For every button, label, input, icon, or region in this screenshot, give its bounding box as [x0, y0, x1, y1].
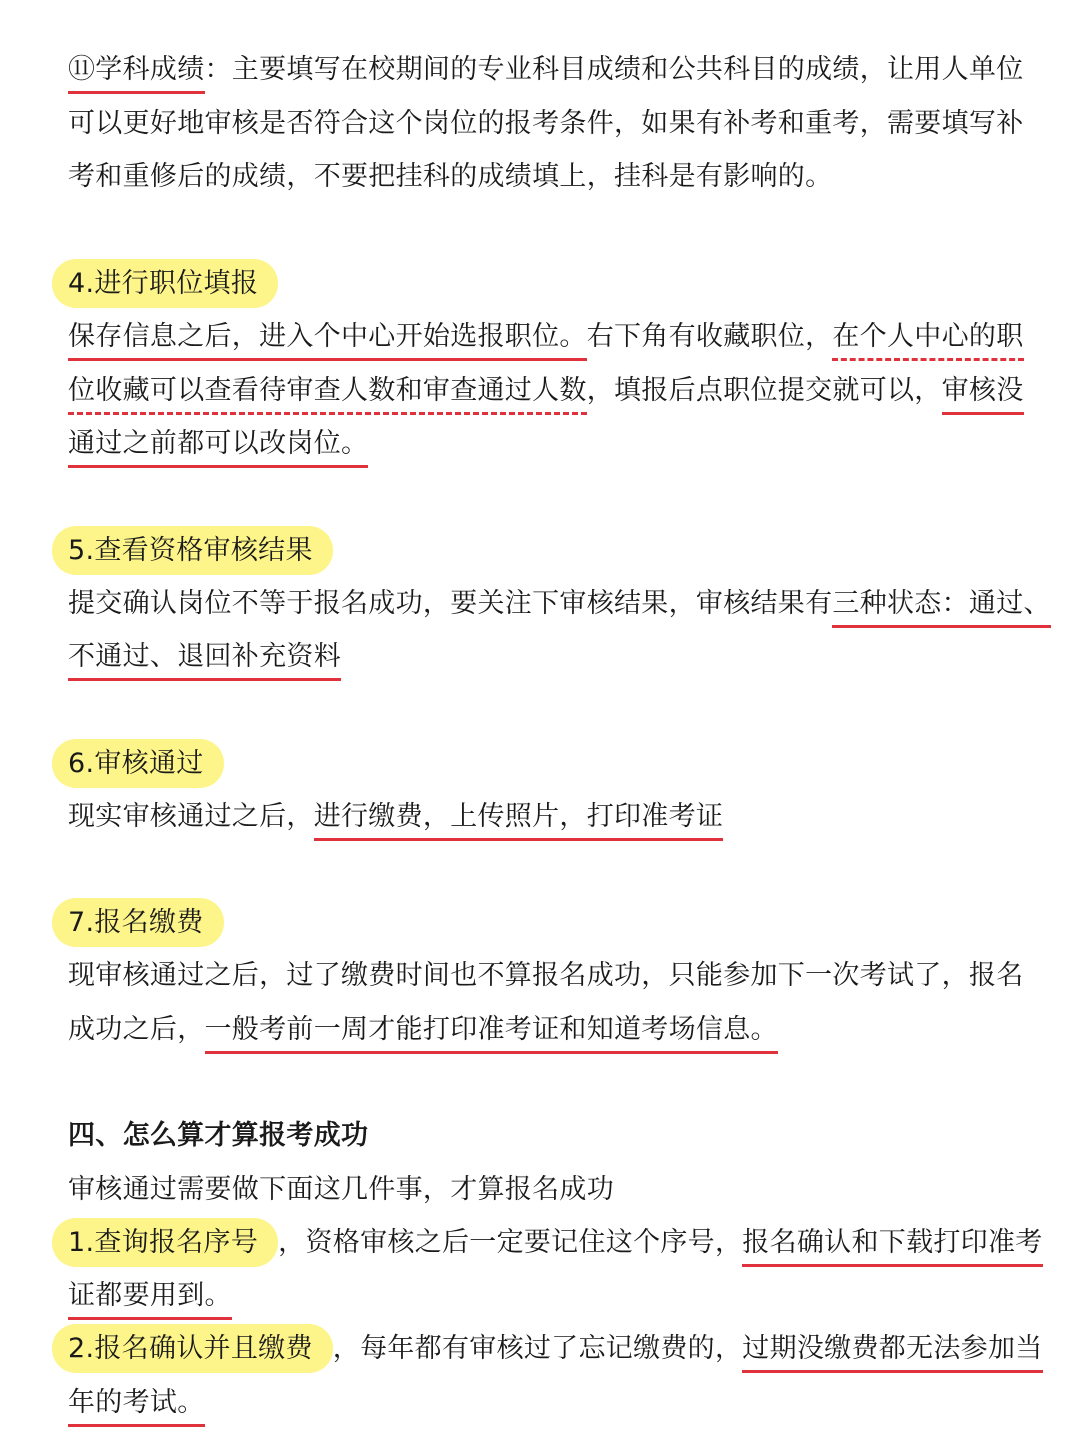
s6-heading-line	[68, 750, 224, 777]
s11-text: ：主要填写在校期间的专业科目成绩和公共科目的成绩，让用人单位	[204, 54, 1024, 85]
sec4-item-2-text: ，每年都有审核过了忘记缴费的，	[332, 1333, 743, 1364]
s7-text-2: 成功之后，	[68, 1014, 205, 1045]
s4-text-2: ，填报后点职位提交就可以，	[586, 375, 942, 406]
s5-underline-2: 不通过、退回补充资料	[68, 641, 341, 681]
s5-heading: 5.查看资格审核结果	[52, 526, 333, 575]
s5-text-1: 提交确认岗位不等于报名成功，要关注下审核结果，审核结果有	[68, 588, 833, 619]
s7-heading: 7.报名缴费	[52, 898, 224, 947]
s4-heading: 4.进行职位填报	[52, 259, 278, 308]
s5-line-2	[68, 643, 341, 670]
s5-heading-line	[68, 537, 333, 564]
s11-line-2: 可以更好地审核是否符合这个岗位的报考条件，如果有补考和重考，需要填写补	[68, 108, 1024, 139]
s11-line-1	[68, 56, 1024, 83]
sec4-item-2-underline: 过期没缴费都无法参加当	[742, 1333, 1042, 1373]
s7-line-1: 现审核通过之后，过了缴费时间也不算报名成功，只能参加下一次考试了，报名	[68, 960, 1024, 991]
s4-dashed-1: 在个人中心的职	[832, 321, 1023, 361]
sec4-item-1-label: 1.查询报名序号	[52, 1218, 278, 1267]
sec4-item-1-text: ，资格审核之后一定要记住这个序号，	[278, 1227, 743, 1258]
s7-line-2	[68, 1016, 778, 1043]
s6-line-1	[68, 803, 723, 830]
s4-heading-line	[68, 270, 278, 297]
s5-underline-1: 三种状态：通过、	[832, 588, 1050, 628]
s11-label: ⑪学科成绩	[68, 54, 205, 94]
sec4-item-2-underline-2: 年的考试。	[68, 1387, 205, 1427]
sec4-item-1-underline-2: 证都要用到。	[68, 1280, 232, 1320]
s4-line-2	[68, 377, 1024, 404]
s5-line-1	[68, 590, 1051, 617]
s4-dashed-2: 位收藏可以查看待审查人数和审查通过人数	[68, 375, 587, 415]
s4-line-3	[68, 430, 368, 457]
s6-heading: 6.审核通过	[52, 739, 224, 788]
s7-underline-2: 一般考前一周才能打印准考证和知道考场信息。	[205, 1014, 778, 1054]
sec4-intro: 审核通过需要做下面这几件事，才算报名成功	[68, 1174, 614, 1205]
s6-text-1: 现实审核通过之后，	[68, 801, 314, 832]
s4-underline-1: 保存信息之后，进入个中心开始选报职位。	[68, 321, 587, 361]
s4-line-1	[68, 323, 1024, 350]
sec4-item-1-line-2	[68, 1282, 232, 1309]
sec4-item-1-underline: 报名确认和下载打印准考	[742, 1227, 1042, 1267]
sec4-item-2-line-2	[68, 1389, 205, 1416]
sec4-item-1-line-1	[68, 1229, 1043, 1256]
s7-heading-line	[68, 909, 224, 936]
s4-underline-2: 审核没	[942, 375, 1024, 415]
s6-underline-1: 进行缴费，上传照片，打印准考证	[314, 801, 724, 841]
s4-text-1: 右下角有收藏职位，	[586, 321, 833, 352]
s4-underline-3: 通过之前都可以改岗位。	[68, 428, 368, 468]
sec4-item-2-label: 2.报名确认并且缴费	[52, 1324, 333, 1373]
sec4-heading: 四、怎么算才算报考成功	[68, 1120, 369, 1151]
s11-line-3: 考和重修后的成绩，不要把挂科的成绩填上，挂科是有影响的。	[68, 161, 833, 192]
sec4-item-2-line-1	[68, 1335, 1043, 1362]
